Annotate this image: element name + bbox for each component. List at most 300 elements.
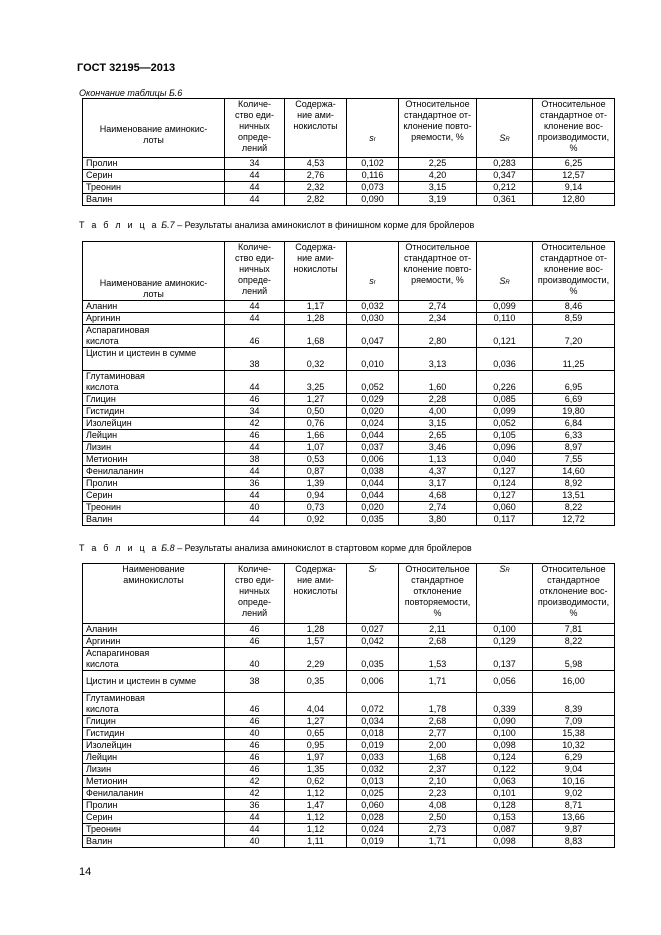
cell-value: 3,15 [399,182,477,194]
cell-value: 1,28 [285,313,347,325]
cell-value: 7,09 [533,716,615,728]
col-rel-repeat-header: Относительное стандартное от- клонение повто- ряемости, % [399,242,477,301]
cell-value: 0,030 [347,313,399,325]
cell-value: 1,12 [285,788,347,800]
cell-value: 1,60 [399,371,477,394]
cell-value: 42 [225,788,285,800]
table-row [83,776,615,788]
cell-value: 40 [225,836,285,848]
table-row [83,716,615,728]
table-row [83,788,615,800]
cell-value: 3,13 [399,348,477,371]
col-rel-reprod-header: Относительное стандартное отклонение вос- производимости, % [533,564,615,624]
col-sR-header: SR [477,242,533,301]
cell-value: 0,085 [477,394,533,406]
col-sr-header: sr [347,242,399,301]
cell-value: 6,25 [533,158,615,170]
cell-value: 44 [225,194,285,206]
cell-value: 7,81 [533,624,615,636]
cell-value: 44 [225,466,285,478]
cell-value: 46 [225,764,285,776]
cell-value: 0,020 [347,502,399,514]
cell-value: 2,77 [399,728,477,740]
cell-value: 40 [225,728,285,740]
cell-value: 0,006 [347,671,399,693]
cell-value: 0,063 [477,776,533,788]
cell-value: 0,128 [477,800,533,812]
cell-value: 2,68 [399,716,477,728]
table-row [83,764,615,776]
cell-name: Треонин [83,824,225,836]
cell-value: 0,037 [347,442,399,454]
cell-value: 8,71 [533,800,615,812]
cell-value: 0,042 [347,636,399,648]
cell-name: Метионин [83,454,225,466]
cell-value: 1,07 [285,442,347,454]
col-rel-repeat-header: Относительное стандартное от- клонение повто- ряемости, % [399,99,477,158]
cell-value: 0,099 [477,406,533,418]
cell-name: Лейцин [83,752,225,764]
cell-value: 0,038 [347,466,399,478]
cell-value: 4,53 [285,158,347,170]
cell-value: 0,029 [347,394,399,406]
cell-name: Изолейцин [83,740,225,752]
cell-value: 8,97 [533,442,615,454]
cell-value: 0,87 [285,466,347,478]
cell-value: 0,035 [347,648,399,671]
cell-value: 44 [225,514,285,526]
document-header: ГОСТ 32195—2013 [77,62,176,74]
col-rel-repeat-header: Относительное стандартное отклонение повторяемости, % [399,564,477,624]
cell-name: Лейцин [83,430,225,442]
cell-value: 46 [225,325,285,348]
cell-name: Глутаминовая кислота [83,371,225,394]
cell-value: 2,37 [399,764,477,776]
cell-value: 0,019 [347,836,399,848]
cell-value: 8,59 [533,313,615,325]
cell-value: 0,032 [347,301,399,313]
cell-name: Цистин и цистеин в сумме [83,671,225,693]
cell-value: 0,035 [347,514,399,526]
cell-value: 0,032 [347,764,399,776]
cell-value: 1,68 [399,752,477,764]
cell-value: 44 [225,170,285,182]
cell-value: 2,23 [399,788,477,800]
cell-value: 1,66 [285,430,347,442]
cell-value: 2,10 [399,776,477,788]
cell-value: 4,37 [399,466,477,478]
table-row [83,313,615,325]
cell-value: 46 [225,693,285,716]
cell-value: 38 [225,671,285,693]
cell-value: 3,19 [399,194,477,206]
cell-value: 1,28 [285,624,347,636]
table-b6-cont [82,98,615,206]
col-name-header: Наименование аминокислоты [83,564,225,624]
cell-value: 2,82 [285,194,347,206]
cell-name: Пролин [83,800,225,812]
cell-value: 0,024 [347,418,399,430]
cell-value: 6,29 [533,752,615,764]
col-count-header: Количе- ство еди- ничных опреде- лений [225,242,285,301]
cell-value: 46 [225,716,285,728]
cell-value: 34 [225,406,285,418]
table-row [83,182,615,194]
cell-value: 2,74 [399,301,477,313]
cell-name: Валин [83,194,225,206]
cell-value: 3,17 [399,478,477,490]
cell-value: 0,116 [347,170,399,182]
table-row [83,170,615,182]
cell-value: 0,087 [477,824,533,836]
cell-value: 46 [225,624,285,636]
cell-value: 0,122 [477,764,533,776]
cell-value: 44 [225,313,285,325]
cell-value: 0,044 [347,430,399,442]
cell-value: 46 [225,740,285,752]
cell-value: 44 [225,824,285,836]
cell-value: 9,14 [533,182,615,194]
table-row [83,514,615,526]
cell-name: Цистин и цистеин в сумме [83,348,225,371]
cell-value: 0,018 [347,728,399,740]
table-b7 [82,241,615,526]
cell-value: 44 [225,812,285,824]
cell-value: 0,047 [347,325,399,348]
table-row [83,752,615,764]
cell-value: 0,100 [477,728,533,740]
cell-value: 46 [225,394,285,406]
cell-value: 0,100 [477,624,533,636]
cell-value: 0,027 [347,624,399,636]
cell-value: 1,97 [285,752,347,764]
cell-value: 13,51 [533,490,615,502]
cell-value: 0,072 [347,693,399,716]
cell-name: Лизин [83,764,225,776]
cell-value: 1,57 [285,636,347,648]
cell-value: 0,052 [477,418,533,430]
cell-value: 4,20 [399,170,477,182]
cell-value: 8,83 [533,836,615,848]
table-row [83,740,615,752]
cell-value: 6,95 [533,371,615,394]
table-row [83,430,615,442]
cell-value: 6,33 [533,430,615,442]
cell-value: 0,056 [477,671,533,693]
cell-value: 44 [225,301,285,313]
cell-value: 0,32 [285,348,347,371]
cell-name: Валин [83,514,225,526]
cell-value: 2,80 [399,325,477,348]
cell-value: 0,212 [477,182,533,194]
cell-value: 46 [225,430,285,442]
cell-value: 0,033 [347,752,399,764]
table-row [83,301,615,313]
cell-value: 14,60 [533,466,615,478]
table-row [83,824,615,836]
table-row [83,418,615,430]
cell-value: 0,137 [477,648,533,671]
cell-name: Аргинин [83,313,225,325]
cell-name: Серин [83,170,225,182]
table-row [83,800,615,812]
cell-value: 44 [225,442,285,454]
table-row [83,406,615,418]
cell-value: 1,27 [285,716,347,728]
cell-value: 46 [225,636,285,648]
cell-value: 38 [225,454,285,466]
cell-value: 1,47 [285,800,347,812]
cell-value: 1,35 [285,764,347,776]
cell-value: 44 [225,490,285,502]
cell-value: 5,98 [533,648,615,671]
cell-value: 0,102 [347,158,399,170]
table-row [83,394,615,406]
col-name-header: Наименование аминокис- лоты [83,99,225,158]
cell-value: 10,32 [533,740,615,752]
cell-value: 42 [225,418,285,430]
table-row [83,490,615,502]
cell-value: 1,11 [285,836,347,848]
cell-value: 2,74 [399,502,477,514]
cell-value: 0,105 [477,430,533,442]
cell-name: Серин [83,812,225,824]
col-content-header: Содержа- ние ами- нокислоты [285,99,347,158]
cell-value: 0,020 [347,406,399,418]
table-row [83,812,615,824]
table-row [83,325,615,348]
cell-value: 0,013 [347,776,399,788]
page-number: 14 [79,866,92,878]
table-row [83,648,615,671]
cell-value: 19,80 [533,406,615,418]
cell-value: 0,95 [285,740,347,752]
cell-name: Треонин [83,502,225,514]
table-row [83,466,615,478]
cell-value: 1,53 [399,648,477,671]
cell-value: 0,090 [347,194,399,206]
cell-value: 0,028 [347,812,399,824]
cell-name: Серин [83,490,225,502]
cell-value: 8,22 [533,636,615,648]
cell-value: 0,62 [285,776,347,788]
cell-name: Гистидин [83,406,225,418]
cell-name: Глицин [83,716,225,728]
cell-value: 16,00 [533,671,615,693]
cell-value: 0,110 [477,313,533,325]
cell-value: 2,25 [399,158,477,170]
cell-name: Фенилаланин [83,788,225,800]
cell-value: 12,57 [533,170,615,182]
cell-value: 0,099 [477,301,533,313]
cell-value: 2,76 [285,170,347,182]
cell-value: 36 [225,478,285,490]
cell-value: 0,044 [347,478,399,490]
cell-value: 44 [225,371,285,394]
cell-value: 4,68 [399,490,477,502]
cell-value: 2,11 [399,624,477,636]
cell-value: 2,68 [399,636,477,648]
cell-value: 0,098 [477,740,533,752]
cell-value: 0,019 [347,740,399,752]
cell-value: 1,13 [399,454,477,466]
cell-value: 8,92 [533,478,615,490]
cell-value: 1,71 [399,836,477,848]
table-row [83,693,615,716]
cell-name: Аспарагиновая кислота [83,648,225,671]
cell-name: Метионин [83,776,225,788]
cell-value: 0,153 [477,812,533,824]
table-row [83,624,615,636]
cell-name: Фенилаланин [83,466,225,478]
cell-value: 0,127 [477,490,533,502]
cell-value: 0,098 [477,836,533,848]
cell-value: 2,73 [399,824,477,836]
cell-value: 0,347 [477,170,533,182]
cell-value: 0,121 [477,325,533,348]
table-row [83,371,615,394]
cell-value: 0,060 [477,502,533,514]
cell-value: 13,66 [533,812,615,824]
cell-value: 8,46 [533,301,615,313]
cell-value: 8,39 [533,693,615,716]
cell-value: 0,129 [477,636,533,648]
cell-name: Аланин [83,301,225,313]
cell-value: 2,28 [399,394,477,406]
cell-value: 11,25 [533,348,615,371]
col-sr-header: sr [347,99,399,158]
col-content-header: Содержа- ние ами- нокислоты [285,564,347,624]
cell-value: 12,80 [533,194,615,206]
col-count-header: Количе- ство еди- ничных опреде- лений [225,564,285,624]
cell-value: 1,39 [285,478,347,490]
cell-value: 0,76 [285,418,347,430]
cell-name: Глутаминовая кислота [83,693,225,716]
col-sR-header: SR [477,564,533,624]
cell-value: 36 [225,800,285,812]
table-b8 [82,563,615,848]
cell-value: 2,29 [285,648,347,671]
cell-value: 0,024 [347,824,399,836]
cell-value: 4,00 [399,406,477,418]
cell-value: 0,65 [285,728,347,740]
cell-value: 0,35 [285,671,347,693]
cell-value: 42 [225,776,285,788]
cell-value: 1,17 [285,301,347,313]
cell-value: 0,124 [477,478,533,490]
cell-name: Гистидин [83,728,225,740]
cell-value: 3,15 [399,418,477,430]
col-rel-reprod-header: Относительное стандартное от- клонение вос- производимости, % [533,99,615,158]
cell-name: Глицин [83,394,225,406]
cell-value: 9,87 [533,824,615,836]
cell-value: 8,22 [533,502,615,514]
cell-value: 0,92 [285,514,347,526]
cell-value: 0,073 [347,182,399,194]
table-row [83,454,615,466]
cell-value: 6,69 [533,394,615,406]
cell-name: Пролин [83,158,225,170]
cell-value: 4,04 [285,693,347,716]
cell-value: 0,117 [477,514,533,526]
col-sr-header: Sr [347,564,399,624]
cell-value: 9,02 [533,788,615,800]
cell-value: 9,04 [533,764,615,776]
cell-value: 15,38 [533,728,615,740]
cell-value: 1,71 [399,671,477,693]
cell-value: 0,339 [477,693,533,716]
cell-value: 0,040 [477,454,533,466]
col-sR-header: SR [477,99,533,158]
cell-value: 1,12 [285,824,347,836]
cell-value: 0,006 [347,454,399,466]
cell-name: Пролин [83,478,225,490]
table6-continuation-caption: Окончание таблицы Б.6 [79,88,183,98]
cell-value: 0,124 [477,752,533,764]
cell-value: 46 [225,752,285,764]
cell-value: 0,361 [477,194,533,206]
cell-value: 0,025 [347,788,399,800]
cell-value: 0,052 [347,371,399,394]
cell-value: 1,12 [285,812,347,824]
table-row [83,728,615,740]
cell-value: 7,20 [533,325,615,348]
cell-value: 0,226 [477,371,533,394]
table-row [83,158,615,170]
table8-caption: Т а б л и ц а Б.8 – Результаты анализа аминокислот в стартовом корме для бройлеров [79,543,472,553]
cell-value: 3,80 [399,514,477,526]
cell-value: 40 [225,502,285,514]
cell-value: 1,27 [285,394,347,406]
table-row [83,502,615,514]
cell-name: Аланин [83,624,225,636]
cell-value: 0,101 [477,788,533,800]
table-row [83,348,615,371]
cell-value: 0,010 [347,348,399,371]
cell-value: 44 [225,182,285,194]
cell-value: 2,65 [399,430,477,442]
cell-name: Лизин [83,442,225,454]
cell-value: 0,283 [477,158,533,170]
cell-value: 2,50 [399,812,477,824]
cell-value: 6,84 [533,418,615,430]
cell-value: 2,34 [399,313,477,325]
col-rel-reprod-header: Относительное стандартное от- клонение вос- производимости, % [533,242,615,301]
col-name-header: Наименование аминокис- лоты [83,242,225,301]
cell-name: Изолейцин [83,418,225,430]
cell-name: Аргинин [83,636,225,648]
cell-value: 40 [225,648,285,671]
cell-value: 2,32 [285,182,347,194]
table-row [83,836,615,848]
table-row [83,194,615,206]
cell-value: 0,090 [477,716,533,728]
cell-value: 0,034 [347,716,399,728]
cell-value: 4,08 [399,800,477,812]
cell-value: 0,044 [347,490,399,502]
cell-value: 10,16 [533,776,615,788]
table-row [83,478,615,490]
cell-value: 0,127 [477,466,533,478]
cell-name: Треонин [83,182,225,194]
cell-value: 0,096 [477,442,533,454]
col-content-header: Содержа- ние ами- нокислоты [285,242,347,301]
cell-value: 0,53 [285,454,347,466]
cell-value: 0,94 [285,490,347,502]
cell-value: 0,50 [285,406,347,418]
cell-value: 0,060 [347,800,399,812]
table-row [83,671,615,693]
